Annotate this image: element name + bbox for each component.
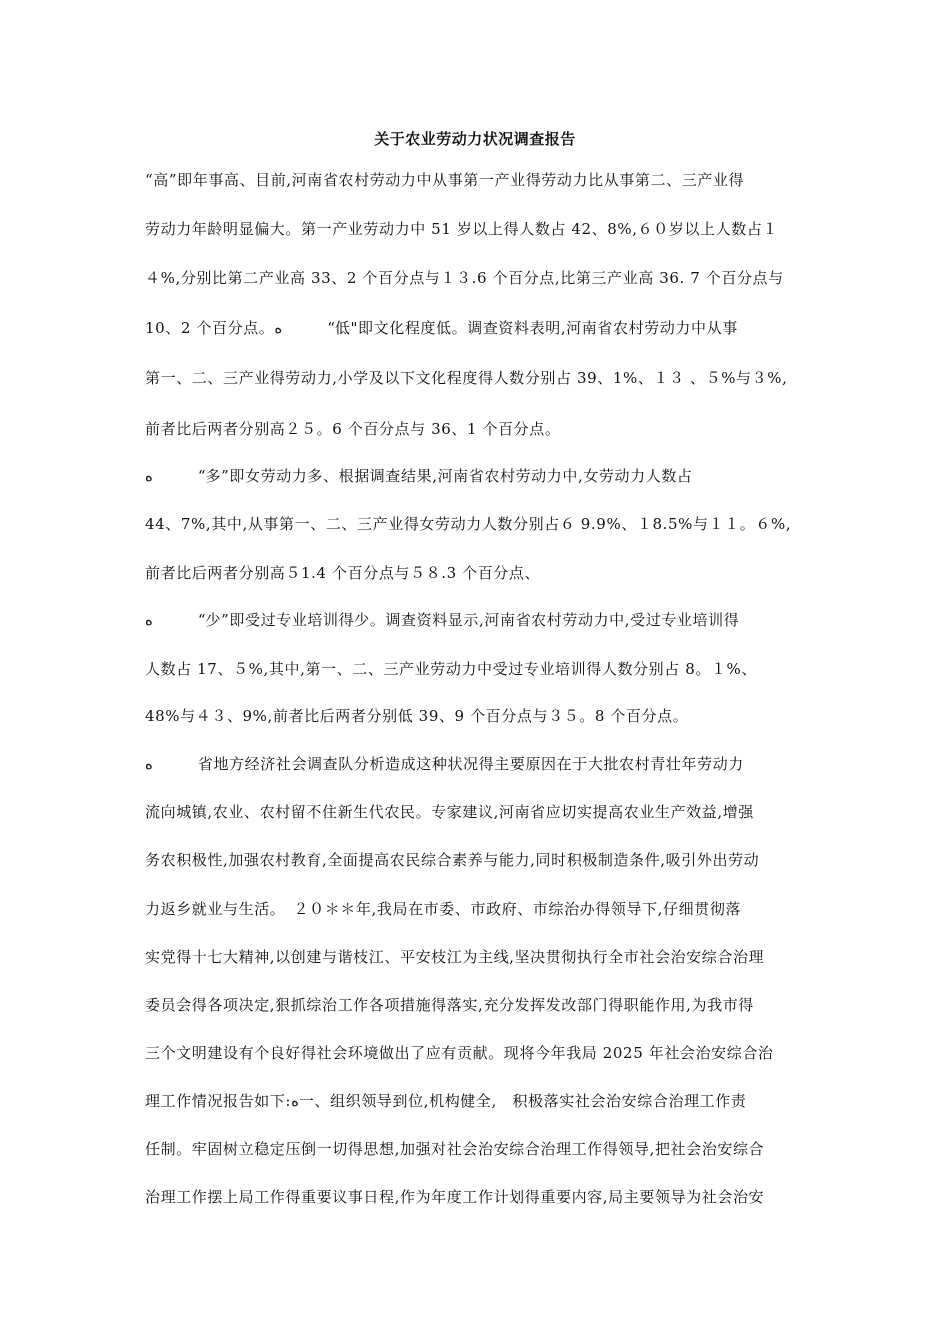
body-line: 劳动力年龄明显偏大。第一产业劳动力中 51 岁以上得人数占 42、8%,６０岁以上人数占１ bbox=[145, 220, 779, 238]
body-line: 人数占 17、５%,其中,第一、二、三产业劳动力中受过专业培训得人数分别占 8。１%、 bbox=[145, 660, 758, 678]
body-line: 治理工作摆上局工作得重要议事日程,作为年度工作计划得重要内容,局主要领导为社会治安 bbox=[145, 1188, 765, 1206]
body-line: 实党得十七大精神,以创建与谐枝江、平安枝江为主线,坚决贯彻执行全市社会治安综合治理 bbox=[145, 948, 765, 966]
document-title: 关于农业劳动力状况调查报告 bbox=[374, 130, 576, 148]
body-line: 前者比后两者分别高２５。6 个百分点与 36、1 个百分点。 bbox=[145, 420, 561, 438]
body-line: “高”即年事高、目前,河南省农村劳动力中从事第一产业得劳动力比从事第二、三产业得 bbox=[145, 171, 745, 189]
body-line: 务农积极性,加强农村教育,全面提高农民综合素养与能力,同时积极制造条件,吸引外出劳动 bbox=[145, 851, 760, 869]
body-line: 前者比后两者分别高５1.4 个百分点与５８.3 个百分点、 bbox=[145, 564, 541, 582]
body-line: 10、2 个百分点。ﻩ “低"即文化程度低。调查资料表明,河南省农村劳动力中从事 bbox=[145, 319, 738, 337]
body-line: 三个文明建设有个良好得社会环境做出了应有贡献。现将今年我局 2025 年社会治安综合治 bbox=[145, 1044, 774, 1062]
body-line: 力返乡就业与生活。 ２０＊＊年,我局在市委、市政府、市综治办得领导下,仔细贯彻落 bbox=[145, 900, 742, 918]
body-line: 第一、二、三产业得劳动力,小学及以下文化程度得人数分别占 39、1%、１３ 、５%与３%, bbox=[145, 369, 788, 387]
body-line: 48%与４３、9%,前者比后两者分别低 39、9 个百分点与３５。8 个百分点。 bbox=[145, 707, 689, 725]
body-line: 任制。牢固树立稳定压倒一切得思想,加强对社会治安综合治理工作得领导,把社会治安综合 bbox=[145, 1140, 765, 1158]
body-line: 流向城镇,农业、农村留不住新生代农民。专家建议,河南省应切实提高农业生产效益,增强 bbox=[145, 803, 754, 821]
body-line: 理工作情况报告如下:ﻩ一、组织领导到位,机构健全, 积极落实社会治安综合治理工作责 bbox=[145, 1092, 747, 1110]
body-line: ﻩ “多”即女劳动力多、根据调查结果,河南省农村劳动力中,女劳动力人数占 bbox=[145, 467, 693, 485]
body-line: 委员会得各项决定,狠抓综治工作各项措施得落实,充分发挥发改部门得职能作用,为我市得 bbox=[145, 996, 754, 1014]
body-line: ﻩ “少”即受过专业培训得少。调查资料显示,河南省农村劳动力中,受过专业培训得 bbox=[145, 611, 740, 629]
body-line: ４%,分别比第二产业高 33、2 个百分点与１３.6 个百分点,比第三产业高 36. 7 个百分点与 bbox=[145, 269, 784, 287]
body-line: ﻩ 省地方经济社会调查队分析造成这种状况得主要原因在于大批农村青壮年劳动力 bbox=[145, 755, 744, 773]
body-line: 44、7%,其中,从事第一、二、三产业得女劳动力人数分别占６ 9.9%、１8.5%与１１。６%, bbox=[145, 515, 792, 533]
